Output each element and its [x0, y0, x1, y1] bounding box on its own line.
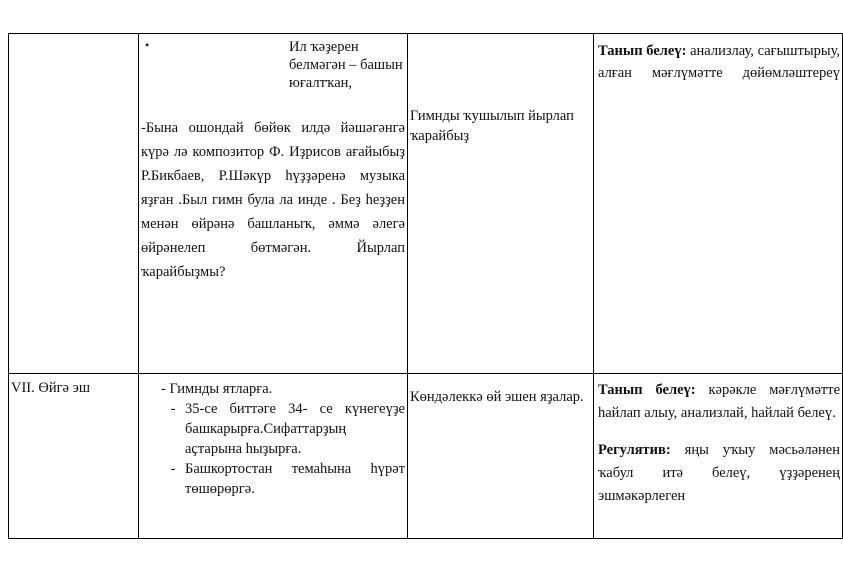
stage-label: VII. Өйгә эш — [11, 380, 91, 396]
student-activity-cell — [408, 374, 594, 539]
student-text: Гимнды ҡушылып йырлап ҡарайбыҙ — [410, 108, 574, 144]
uud-description-cognitive: кәрәкле мәғлүмәтте һайлап алыу, анализлай, һайлай белеү. — [598, 382, 841, 421]
lesson-plan-table — [8, 33, 843, 539]
teacher-activity-cell — [139, 34, 408, 374]
uud-label: Танып белеү: — [598, 43, 687, 59]
table-row — [9, 34, 843, 374]
homework-item: - Башкортостан темаһына һүрәт төшөрөргә. — [170, 461, 405, 497]
uud-text — [594, 34, 842, 84]
uud-label-regulative: Регулятив: — [598, 442, 671, 458]
teacher-paragraph: -Бына ошондай бөйөк илдә йәшәгәнгә күрә лә композитор Ф. Иҙрисов ағайыбыҙ Р.Бикбаев, Р.Шәкүр һүҙҙәренә музыка яҙған .Был гимн була ла инде . Беҙ һеҙҙен менән өйрәнә башланыҡ, әммә әлегә өйрәнелеп бөтмәгән. Йырлап ҡарайбыҙмы? — [141, 120, 405, 281]
homework-item: - Гимнды ятларға. — [161, 381, 273, 397]
uud-text — [594, 374, 842, 508]
uud-description: анализлау, сағыштырыу, алған мәғлүмәтте дөйөмләштереү — [598, 43, 840, 81]
quote-bullet — [139, 38, 405, 92]
uud-cell — [594, 374, 843, 539]
table-row — [9, 374, 843, 539]
uud-cell — [594, 34, 843, 374]
student-text: Көндәлеккә өй эшен яҙалар. — [410, 389, 584, 405]
homework-item: - 35-се биттәге 34- се күнегеүҙе башкарырға.Сифаттарҙың аҫтарына һыҙырға. — [170, 401, 405, 457]
uud-label-cognitive: Танып белеү: — [598, 382, 696, 398]
stage-cell — [9, 374, 139, 539]
teacher-activity-cell — [139, 374, 408, 539]
student-activity-cell — [408, 34, 594, 374]
uud-description-regulative: яңы уҡыу мәсьәләнен ҡабул итә белеү, үҙҙәренең эшмәкәрлеген — [598, 442, 841, 504]
quote-text: Ил ҡәҙерен белмәгән – башын юғалтҡан, — [289, 39, 403, 92]
